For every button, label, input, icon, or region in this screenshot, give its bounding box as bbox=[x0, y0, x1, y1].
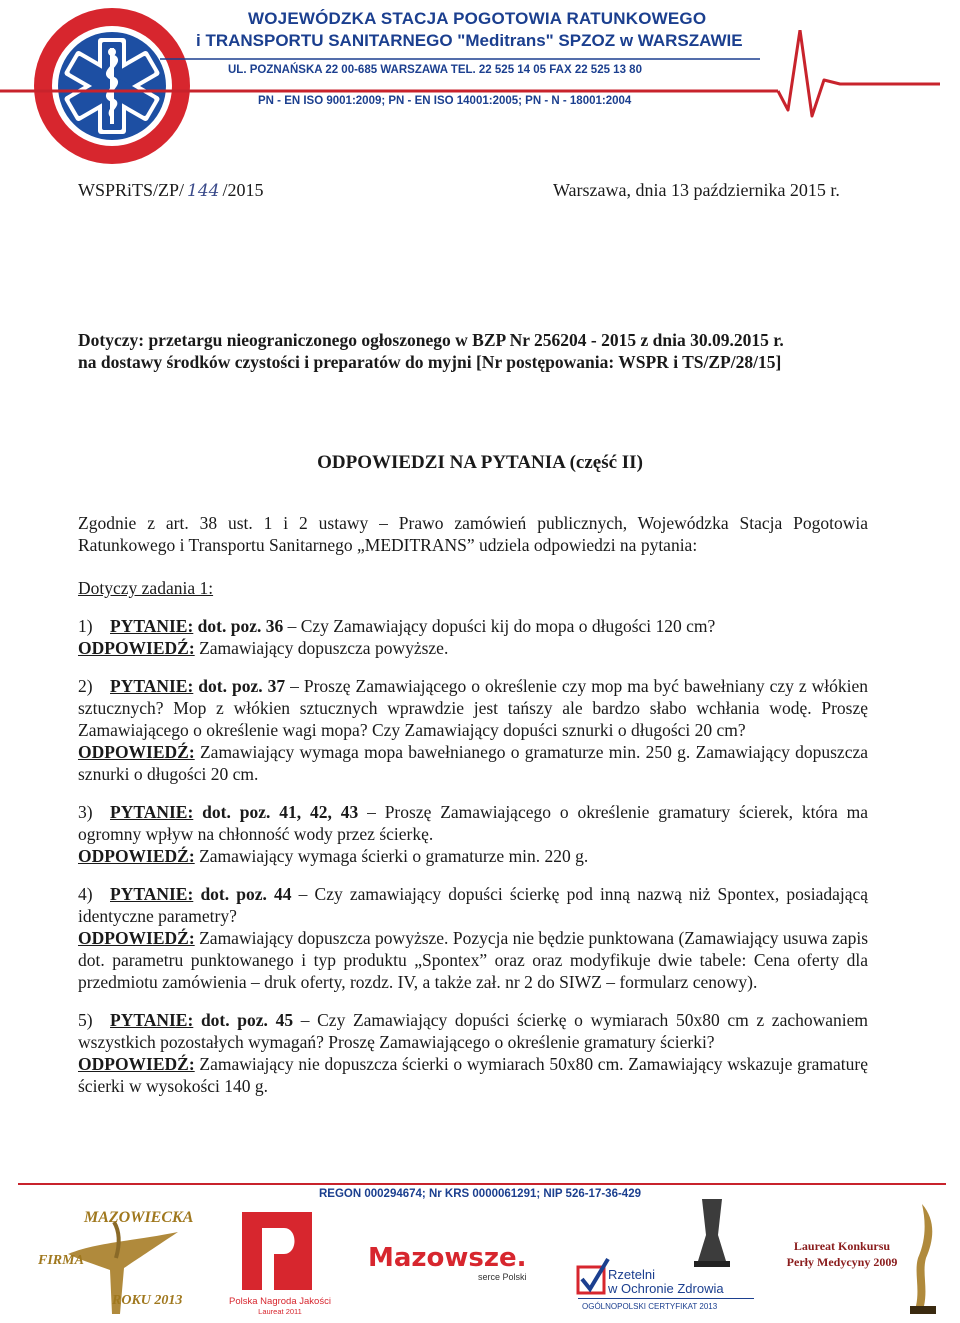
answer-text: Zamawiający dopuszcza powyższe. bbox=[199, 638, 449, 658]
qa-item bbox=[78, 801, 868, 867]
award4-line3: OGÓLNOPOLSKI CERTYFIKAT 2013 bbox=[582, 1302, 718, 1311]
answer-label: ODPOWIEDŹ: bbox=[78, 742, 195, 762]
award1-line2: FIRMA bbox=[38, 1253, 84, 1268]
header-ecg-line bbox=[0, 30, 960, 130]
answer-label: ODPOWIEDŹ: bbox=[78, 928, 195, 948]
award2-line1: Polska Nagroda Jakości bbox=[229, 1296, 331, 1307]
position-reference: dot. poz. 45 bbox=[200, 1010, 294, 1030]
award-perly-medycyny-logo bbox=[776, 1200, 946, 1320]
answer-label: ODPOWIEDŹ: bbox=[78, 1054, 195, 1074]
question-text: – Proszę Zamawiającego o określenie czy mop ma być bawełniany czy z włókien sztucznych? Mop z włókien sztucznych wprawdzie jest tańszy ale bardzo słabo wchłania wodę. Proszę Zamawiającego o określenie wagi mopa? Czy Zamawiający dopuści sznurki o długości 20 cm? bbox=[78, 676, 869, 740]
position-reference: dot. poz. 36 bbox=[197, 616, 284, 636]
award5-line1: Laureat Konkursu bbox=[793, 1239, 891, 1253]
award4-line1: Rzetelni bbox=[608, 1267, 655, 1282]
question-label: PYTANIE: bbox=[110, 616, 194, 636]
award1-line1: MAZOWIECKA bbox=[84, 1209, 194, 1226]
intro-paragraph: Zgodnie z art. 38 ust. 1 i 2 ustawy – Prawo zamówień publicznych, Wojewódzka Stacja Pogotowia Ratunkowego i Transportu Sanitarnego „MEDITRANS” udziela odpowiedzi na pytania: bbox=[78, 513, 868, 555]
answer-label: ODPOWIEDŹ: bbox=[78, 846, 195, 866]
position-reference: dot. poz. 41, 42, 43 bbox=[202, 802, 359, 822]
place-and-date: Warszawa, dnia 13 października 2015 r. bbox=[553, 180, 840, 200]
institution-address: UL. POZNAŃSKA 22 00-685 WARSZAWA TEL. 22 525 14 05 FAX 22 525 13 80 bbox=[228, 64, 642, 76]
document-body bbox=[78, 512, 868, 1097]
award-rzetelni-w-ochronie-zdrowia-logo bbox=[576, 1195, 756, 1315]
qa-number: 5) bbox=[78, 1010, 93, 1030]
qa-item bbox=[78, 615, 868, 659]
question-label: PYTANIE: bbox=[110, 1010, 194, 1030]
answer-text: Zamawiający dopuszcza powyższe. Pozycja nie będzie punktowana (Zamawiający usuwa zapis dot. parametru punktowanego i typ produktu „Spontex” oraz oraz modyfikuje dwie tabele: Cena oferty dla przedmiotu zamówienia – druk oferty, rozdz. IV, a także zał. nr 2 do SIWZ – formularz cenowy). bbox=[78, 928, 869, 992]
registry-numbers: REGON 000294674; Nr KRS 0000061291; NIP 526-17-36-429 bbox=[319, 1188, 641, 1200]
position-reference: dot. poz. 37 bbox=[198, 676, 286, 696]
award1-line3: ROKU 2013 bbox=[112, 1293, 183, 1308]
answer-label: ODPOWIEDŹ: bbox=[78, 638, 195, 658]
subject-line2: na dostawy środków czystości i preparatów do myjni [Nr postępowania: WSPR i TS/ZP/28/15] bbox=[78, 352, 782, 372]
award5-line2: Perły Medycyny 2009 bbox=[786, 1255, 898, 1269]
question-label: PYTANIE: bbox=[110, 802, 194, 822]
document-heading: ODPOWIEDZI NA PYTANIA (część II) bbox=[317, 452, 643, 473]
footer-divider bbox=[18, 1183, 946, 1185]
qa-number: 1) bbox=[78, 616, 93, 636]
answer-text: Zamawiający nie dopuszcza ścierki o wymiarach 50x80 cm. Zamawiający wskazuje gramaturę ścierki w wysokości 140 g. bbox=[78, 1054, 868, 1096]
qa-item bbox=[78, 883, 868, 993]
question-label: PYTANIE: bbox=[110, 676, 194, 696]
reference-number-handwritten: 144 bbox=[187, 181, 220, 201]
subject-line1: Dotyczy: przetargu nieograniczonego ogłoszonego w BZP Nr 256204 - 2015 z dnia 30.09.2015 r. bbox=[78, 330, 784, 350]
task-label: Dotyczy zadania 1: bbox=[78, 578, 214, 598]
award2-line2: Laureat 2011 bbox=[258, 1307, 302, 1316]
award3-logo-text: Mazowsze. bbox=[368, 1243, 527, 1273]
answer-text: Zamawiający wymaga mopa bawełnianego o gramaturze min. 250 g. Zamawiający dopuszcza sznurki o długości 20 cm. bbox=[78, 742, 869, 784]
qa-number: 2) bbox=[78, 676, 93, 696]
institution-name-line2: i TRANSPORTU SANITARNEGO "Meditrans" SPZOZ w WARSZAWIE bbox=[196, 31, 743, 50]
position-reference: dot. poz. 44 bbox=[200, 884, 292, 904]
qa-item bbox=[78, 675, 868, 785]
question-label: PYTANIE: bbox=[110, 884, 194, 904]
qa-number: 4) bbox=[78, 884, 93, 904]
question-text: – Czy zamawiający dopuści ścierkę pod inną nazwą niż Spontex, posiadającą identyczne parametry? bbox=[78, 884, 869, 926]
question-text: – Proszę Zamawiającego o określenie gramatury ścierek, która ma ogromny wpływ na chłonność wody przez ścierkę. bbox=[78, 802, 869, 844]
question-text: – Czy Zamawiający dopuści kij do mopa o długości 120 cm? bbox=[287, 616, 716, 636]
qa-number: 3) bbox=[78, 802, 93, 822]
reference-suffix: /2015 bbox=[222, 180, 264, 200]
question-text: – Czy Zamawiający dopuści ścierkę o wymiarach 50x80 cm z zachowaniem wszystkich pozostałych wymagań? Proszę Zamawiającego o określenie gramatury ścierki? bbox=[78, 1010, 869, 1052]
reference-prefix: WSPRiTS/ZP/ bbox=[78, 180, 185, 200]
award3-subtitle: serce Polski bbox=[478, 1272, 527, 1282]
answer-text: Zamawiający wymaga ścierki o gramaturze min. 220 g. bbox=[199, 846, 589, 866]
institution-name-line1: WOJEWÓDZKA STACJA POGOTOWIA RATUNKOWEGO bbox=[248, 9, 707, 28]
mazowsze-serce-polski-logo bbox=[364, 1236, 544, 1296]
award-polska-nagroda-jakosci-logo bbox=[222, 1208, 338, 1320]
document-reference bbox=[78, 180, 264, 201]
iso-certifications: PN - EN ISO 9001:2009; PN - EN ISO 14001:2005; PN - N - 18001:2004 bbox=[258, 95, 632, 107]
award-mazowiecka-firma-roku-logo bbox=[28, 1202, 206, 1320]
award4-line2: w Ochronie Zdrowia bbox=[608, 1281, 724, 1296]
qa-item bbox=[78, 1009, 868, 1097]
